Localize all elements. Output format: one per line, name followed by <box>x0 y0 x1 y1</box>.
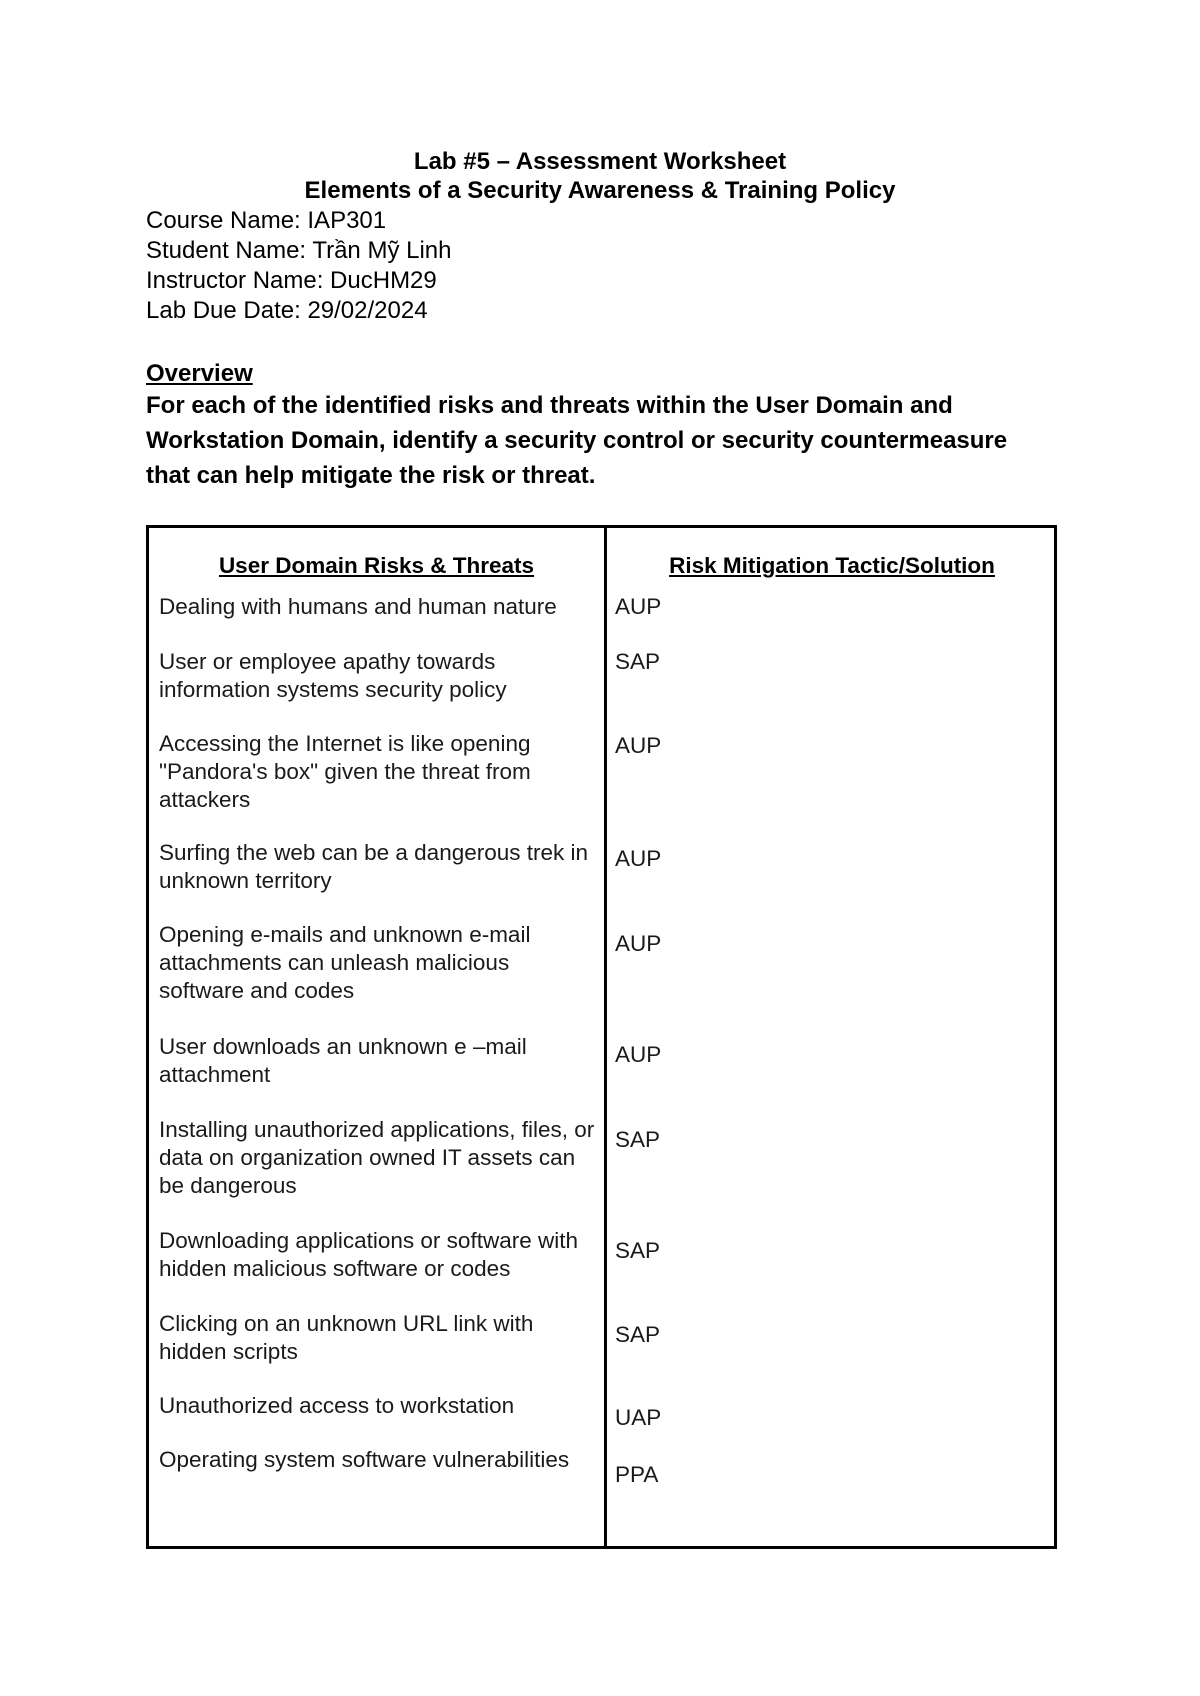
header-risks: User Domain Risks & Threats <box>218 553 535 578</box>
student-name: Student Name: Trần Mỹ Linh <box>146 237 452 264</box>
worksheet-title: Lab #5 – Assessment Worksheet <box>413 148 787 175</box>
lab-due-date: Lab Due Date: 29/02/2024 <box>146 297 428 324</box>
mitigation-cell: SAP <box>615 649 661 674</box>
overview-text: For each of the identified risks and threats within the User Domain and Workstation Domain, identify a security control or security countermeasure that can help mitigate the risk or threat. <box>146 392 1008 489</box>
risk-cell: Dealing with humans and human nature <box>159 594 557 619</box>
risk-cell: Installing unauthorized applications, files, or data on organization owned IT assets can be dangerous <box>159 1117 595 1198</box>
risk-table <box>146 525 1057 1549</box>
risk-cell: User or employee apathy towards information systems security policy <box>159 649 507 702</box>
risk-cell: Clicking on an unknown URL link with hidden scripts <box>159 1311 534 1364</box>
risk-cell: Unauthorized access to workstation <box>159 1393 515 1418</box>
mitigation-cell: AUP <box>615 1042 662 1067</box>
course-name: Course Name: IAP301 <box>146 207 387 234</box>
worksheet-subtitle: Elements of a Security Awareness & Training Policy <box>304 177 896 204</box>
risk-cell: Opening e-mails and unknown e-mail attachments can unleash malicious software and codes <box>159 922 531 1003</box>
instructor-name: Instructor Name: DucHM29 <box>146 267 437 294</box>
column-divider <box>604 528 607 1546</box>
risk-cell: Surfing the web can be a dangerous trek in unknown territory <box>159 840 589 893</box>
mitigation-cell: SAP <box>615 1322 661 1347</box>
risk-cell: Downloading applications or software with hidden malicious software or codes <box>159 1228 578 1281</box>
risk-cell: Accessing the Internet is like opening "Pandora's box" given the threat from attackers <box>159 731 531 812</box>
header-mitigation: Risk Mitigation Tactic/Solution <box>669 553 995 578</box>
mitigation-cell: UAP <box>615 1405 662 1430</box>
mitigation-cell: PPA <box>615 1462 659 1487</box>
overview-heading: Overview <box>146 360 253 387</box>
risk-cell: Operating system software vulnerabilities <box>159 1447 570 1472</box>
mitigation-cell: AUP <box>615 733 662 758</box>
mitigation-cell: AUP <box>615 594 662 619</box>
mitigation-cell: SAP <box>615 1127 661 1152</box>
risk-cell: User downloads an unknown e –mail attachment <box>159 1034 527 1087</box>
mitigation-cell: AUP <box>615 931 662 956</box>
mitigation-cell: SAP <box>615 1238 661 1263</box>
mitigation-cell: AUP <box>615 846 662 871</box>
